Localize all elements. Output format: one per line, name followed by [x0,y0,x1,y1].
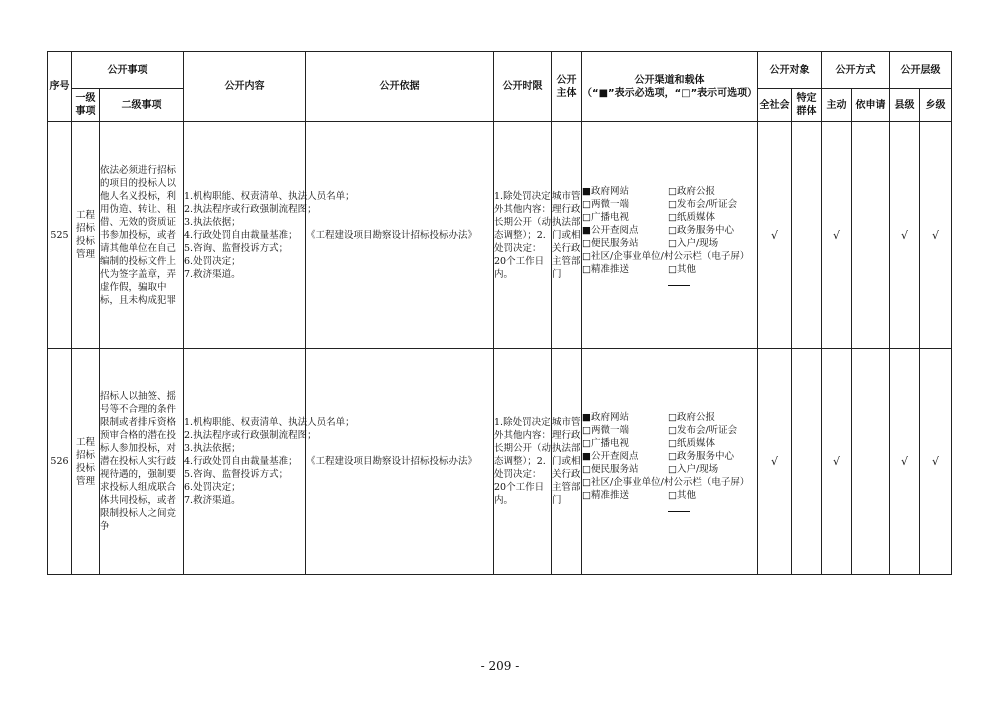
channel-community: □社区/企事业单位/村公示栏（电子屏） [582,477,750,488]
page-number: - 209 - [480,659,520,673]
row-township: √ [920,122,952,349]
row-on-request [852,349,890,575]
channel-print: □纸质媒体 [668,211,715,223]
table-row [48,122,952,349]
row-all-society: √ [758,349,792,575]
row-all-society: √ [758,122,792,349]
channel-broadcast: □广播电视 [582,438,629,449]
row-active: √ [822,349,852,575]
header-on-request: 依申请 [852,89,890,122]
content-line: 1.机构职能、权责清单、执法人员名单； [184,190,355,202]
header-specific-group: 特定群体 [792,89,822,122]
row-content [184,122,355,349]
content-line: 3.执法依据； [184,216,241,228]
row-time-limit: 1.除处罚决定外其他内容：长期公开（动态调整）；2.处罚决定：20个工作日内。 [494,349,552,575]
channel-service-center: □政务服务中心 [668,451,734,462]
channel-print: □纸质媒体 [668,438,715,449]
header-all-society: 全社会 [758,89,792,122]
header-row-1 [48,52,952,89]
disclosure-table [47,51,952,575]
blank-underline [668,276,690,286]
blank-underline [668,502,690,512]
header-channel-title: 公开渠道和载体 [634,74,705,86]
row-subject: 城市管理行政执法部门或相关行政主管部门 [552,122,582,349]
channel-gov-site: ■政府网站 [582,412,629,423]
content-line: 2.执法程序或行政强制流程图； [184,430,317,441]
channel-press-conf: □发布会/听证会 [668,425,738,436]
content-line: 4.行政处罚自由裁量基准； [184,456,298,467]
header-level1: 一级事项 [72,89,100,122]
content-line: 1.机构职能、权责清单、执法人员名单； [184,417,355,428]
header-county: 县级 [890,89,920,122]
header-channel-note: （“■”表示必选项，“□”表示可选项） [582,87,758,99]
channel-other-label: □其他 [668,490,696,501]
content-line: 3.执法依据； [184,443,241,454]
content-line: 7.救济渠道。 [184,268,241,280]
channel-community: □社区/企事业单位/村公示栏（电子屏） [582,250,750,262]
content-line: 7.救济渠道。 [184,495,241,506]
channel-precise-push: □精准推送 [582,263,629,275]
row-county: √ [890,122,920,349]
header-seq: 序号 [48,52,72,122]
row-channels [582,122,758,349]
row-level2: 依法必须进行招标的项目的投标人以他人名义投标，利用伪造、转让、租借、无效的资质证书参加投标，或者请其他单位在自己编制的投标文件上代为签字盖章，弄虚作假，骗取中标，且未构成犯罪 [100,122,184,349]
row-subject: 城市管理行政执法部门或相关行政主管部门 [552,349,582,575]
header-active: 主动 [822,89,852,122]
channel-precise-push: □精准推送 [582,490,629,501]
header-basis: 公开依据 [306,52,494,122]
header-channel [582,52,758,122]
content-line: 6.处罚决定； [184,482,241,493]
channel-other [668,263,696,286]
channel-gov-bulletin: □政府公报 [668,185,715,197]
channel-gov-bulletin: □政府公报 [668,412,715,423]
row-seq: 526 [48,349,72,575]
content-line: 4.行政处罚自由裁量基准； [184,229,298,241]
row-on-request [852,122,890,349]
channel-broadcast: □广播电视 [582,211,629,223]
channel-public-reading: ■公开查阅点 [582,224,639,236]
header-time-limit: 公开时限 [494,52,552,122]
channel-door-to-door: □入户/现场 [668,237,719,249]
channel-public-reading: ■公开查阅点 [582,451,639,462]
channel-door-to-door: □入户/现场 [668,464,719,475]
channel-other-label: □其他 [668,263,696,275]
row-level2: 招标人以抽签、摇号等不合理的条件限制或者排斥资格预审合格的潜在投标人参加投标，对潜在投标人实行歧视待遇的，强制要求投标人组成联合体共同投标，或者限制投标人之间竞争 [100,349,184,575]
header-subject: 公开主体 [552,52,582,122]
channel-convenience: □便民服务站 [582,464,639,475]
header-level2: 二级事项 [100,89,184,122]
content-line: 5.咨询、监督投诉方式； [184,242,289,254]
row-basis: 《工程建设项目勘察设计招标投标办法》 [306,349,494,575]
row-township: √ [920,349,952,575]
header-target: 公开对象 [758,52,822,89]
row-level1: 工程招标投标管理 [72,349,100,575]
row-county: √ [890,349,920,575]
channel-two-micro: □两微一端 [582,198,629,210]
row-specific-group [792,122,822,349]
row-specific-group [792,349,822,575]
channel-gov-site: ■政府网站 [582,185,629,197]
content-line: 5.咨询、监督投诉方式； [184,469,289,480]
channel-convenience: □便民服务站 [582,237,639,249]
row-content [184,349,355,575]
row-channels [582,349,758,575]
channel-other [668,489,696,512]
row-basis: 《工程建设项目勘察设计招标投标办法》 [306,122,494,349]
channel-service-center: □政务服务中心 [668,224,734,236]
header-public-item: 公开事项 [72,52,184,89]
table-row [48,349,952,575]
content-line: 6.处罚决定； [184,255,241,267]
header-content: 公开内容 [184,52,306,122]
header-method: 公开方式 [822,52,890,89]
content-line: 2.执法程序或行政强制流程图； [184,203,317,215]
header-level: 公开层级 [890,52,952,89]
channel-press-conf: □发布会/听证会 [668,198,738,210]
row-time-limit: 1.除处罚决定外其他内容：长期公开（动态调整）；2.处罚决定：20个工作日内。 [494,122,552,349]
header-township: 乡级 [920,89,952,122]
row-level1: 工程招标投标管理 [72,122,100,349]
channel-two-micro: □两微一端 [582,425,629,436]
row-seq: 525 [48,122,72,349]
row-active: √ [822,122,852,349]
